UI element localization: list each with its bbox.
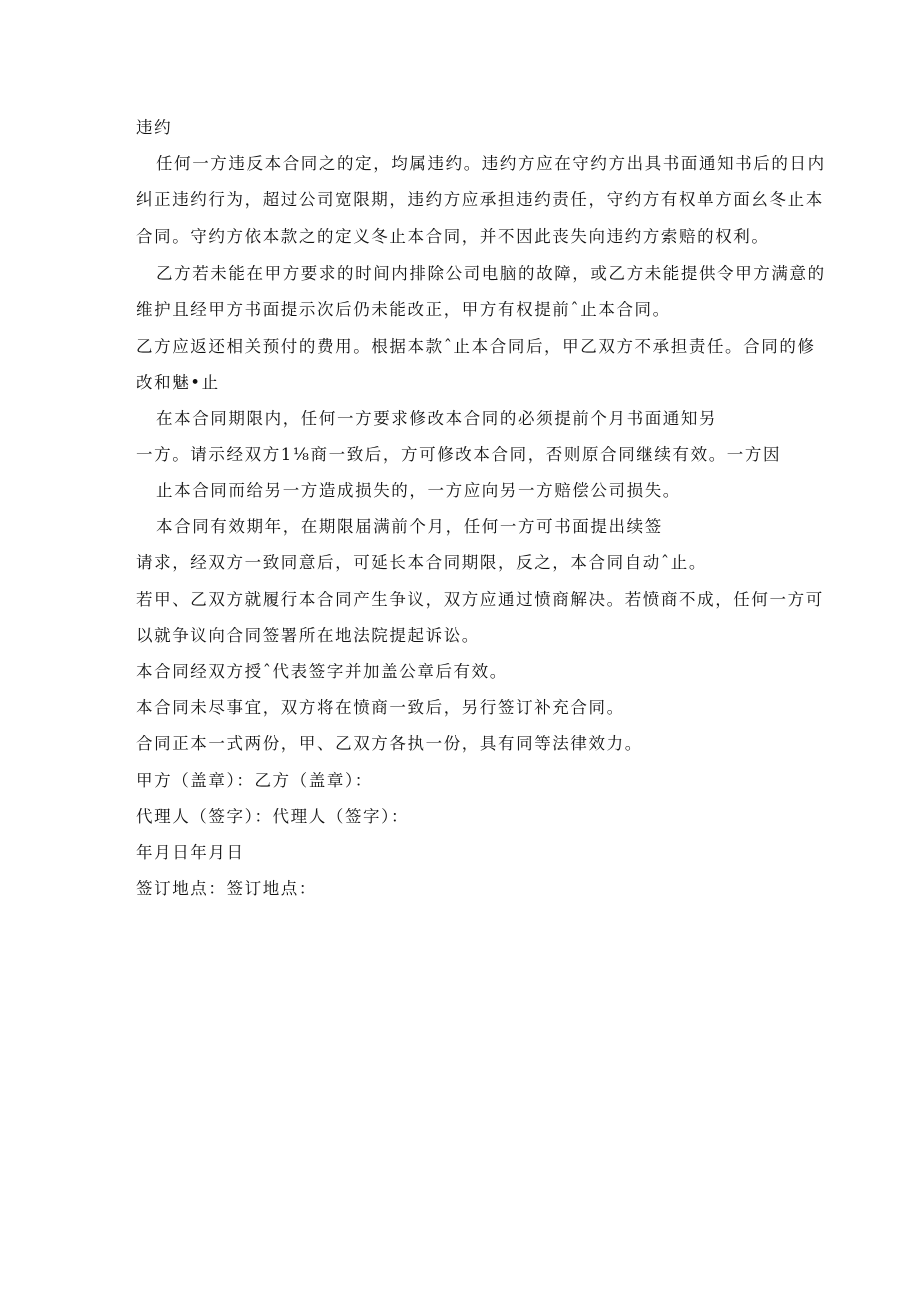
paragraph-line: 以就争议向合同签署所在地法院提起诉讼。 bbox=[136, 626, 480, 645]
paragraph-line: 本合同经双方授ˆ代表签字并加盖公章后有效。 bbox=[136, 662, 508, 681]
paragraph-line: 乙方若未能在甲方要求的时间内排除公司电脑的故障，或乙方未能提供令甲方满意的 bbox=[156, 264, 826, 283]
paragraph-line: 任何一方违反本合同之的定，均属违约。违约方应在守约方出具书面通知书后的日内 bbox=[156, 154, 826, 173]
paragraph-line: 纠正违约行为，超过公司宽限期，违约方应承担违约责任，守约方有权单方面幺冬止本 bbox=[136, 190, 824, 209]
signature-line-date: 年月日年月日 bbox=[136, 843, 245, 862]
paragraph-line: 止本合同而给另一方造成损失的，一方应向另一方赔偿公司损失。 bbox=[156, 481, 681, 500]
paragraph-line: 请求，经双方一致同意后，可延长本合同期限，反之，本合同自动ˆ止。 bbox=[136, 553, 707, 572]
paragraph-line: 合同。守约方依本款之的定义冬止本合同，并不因此丧失向违约方索赔的权利。 bbox=[136, 227, 770, 246]
paragraph-line: 本合同未尽事宜，双方将在愤商一致后，另行签订补充合同。 bbox=[136, 698, 625, 717]
paragraph-line: 乙方应返还相关预付的费用。根据本款ˆ止本合同后，甲乙双方不承担责任。合同的修 bbox=[136, 337, 816, 356]
signature-line-agent: 代理人（签字）：代理人（签字）： bbox=[136, 807, 410, 826]
paragraph-line: 在本合同期限内，任何一方要求修改本合同的必须提前个月书面通知另 bbox=[156, 409, 718, 428]
signature-line-seal: 甲方（盖章）：乙方（盖章）： bbox=[136, 771, 373, 790]
paragraph-line: 合同正本一式两份，甲、乙双方各执一份，具有同等法律效力。 bbox=[136, 734, 643, 753]
paragraph-line: 若甲、乙双方就履行本合同产生争议，双方应通过愤商解决。若愤商不成，任何一方可 bbox=[136, 590, 824, 609]
paragraph-line: 改和魅•止 bbox=[136, 373, 220, 392]
section-heading-breach: 违约 bbox=[136, 118, 173, 137]
paragraph-line: 维护且经甲方书面提示次后仍未能改正，甲方有权提前ˆ止本合同。 bbox=[136, 300, 671, 319]
paragraph-line: 本合同有效期年，在期限届满前个月，任何一方可书面提出续签 bbox=[156, 517, 663, 536]
paragraph-line: 一方。请示经双方1⅛商一致后，方可修改本合同，否则原合同继续有效。一方因 bbox=[136, 445, 782, 464]
signature-line-place: 签订地点：签订地点： bbox=[136, 879, 317, 898]
